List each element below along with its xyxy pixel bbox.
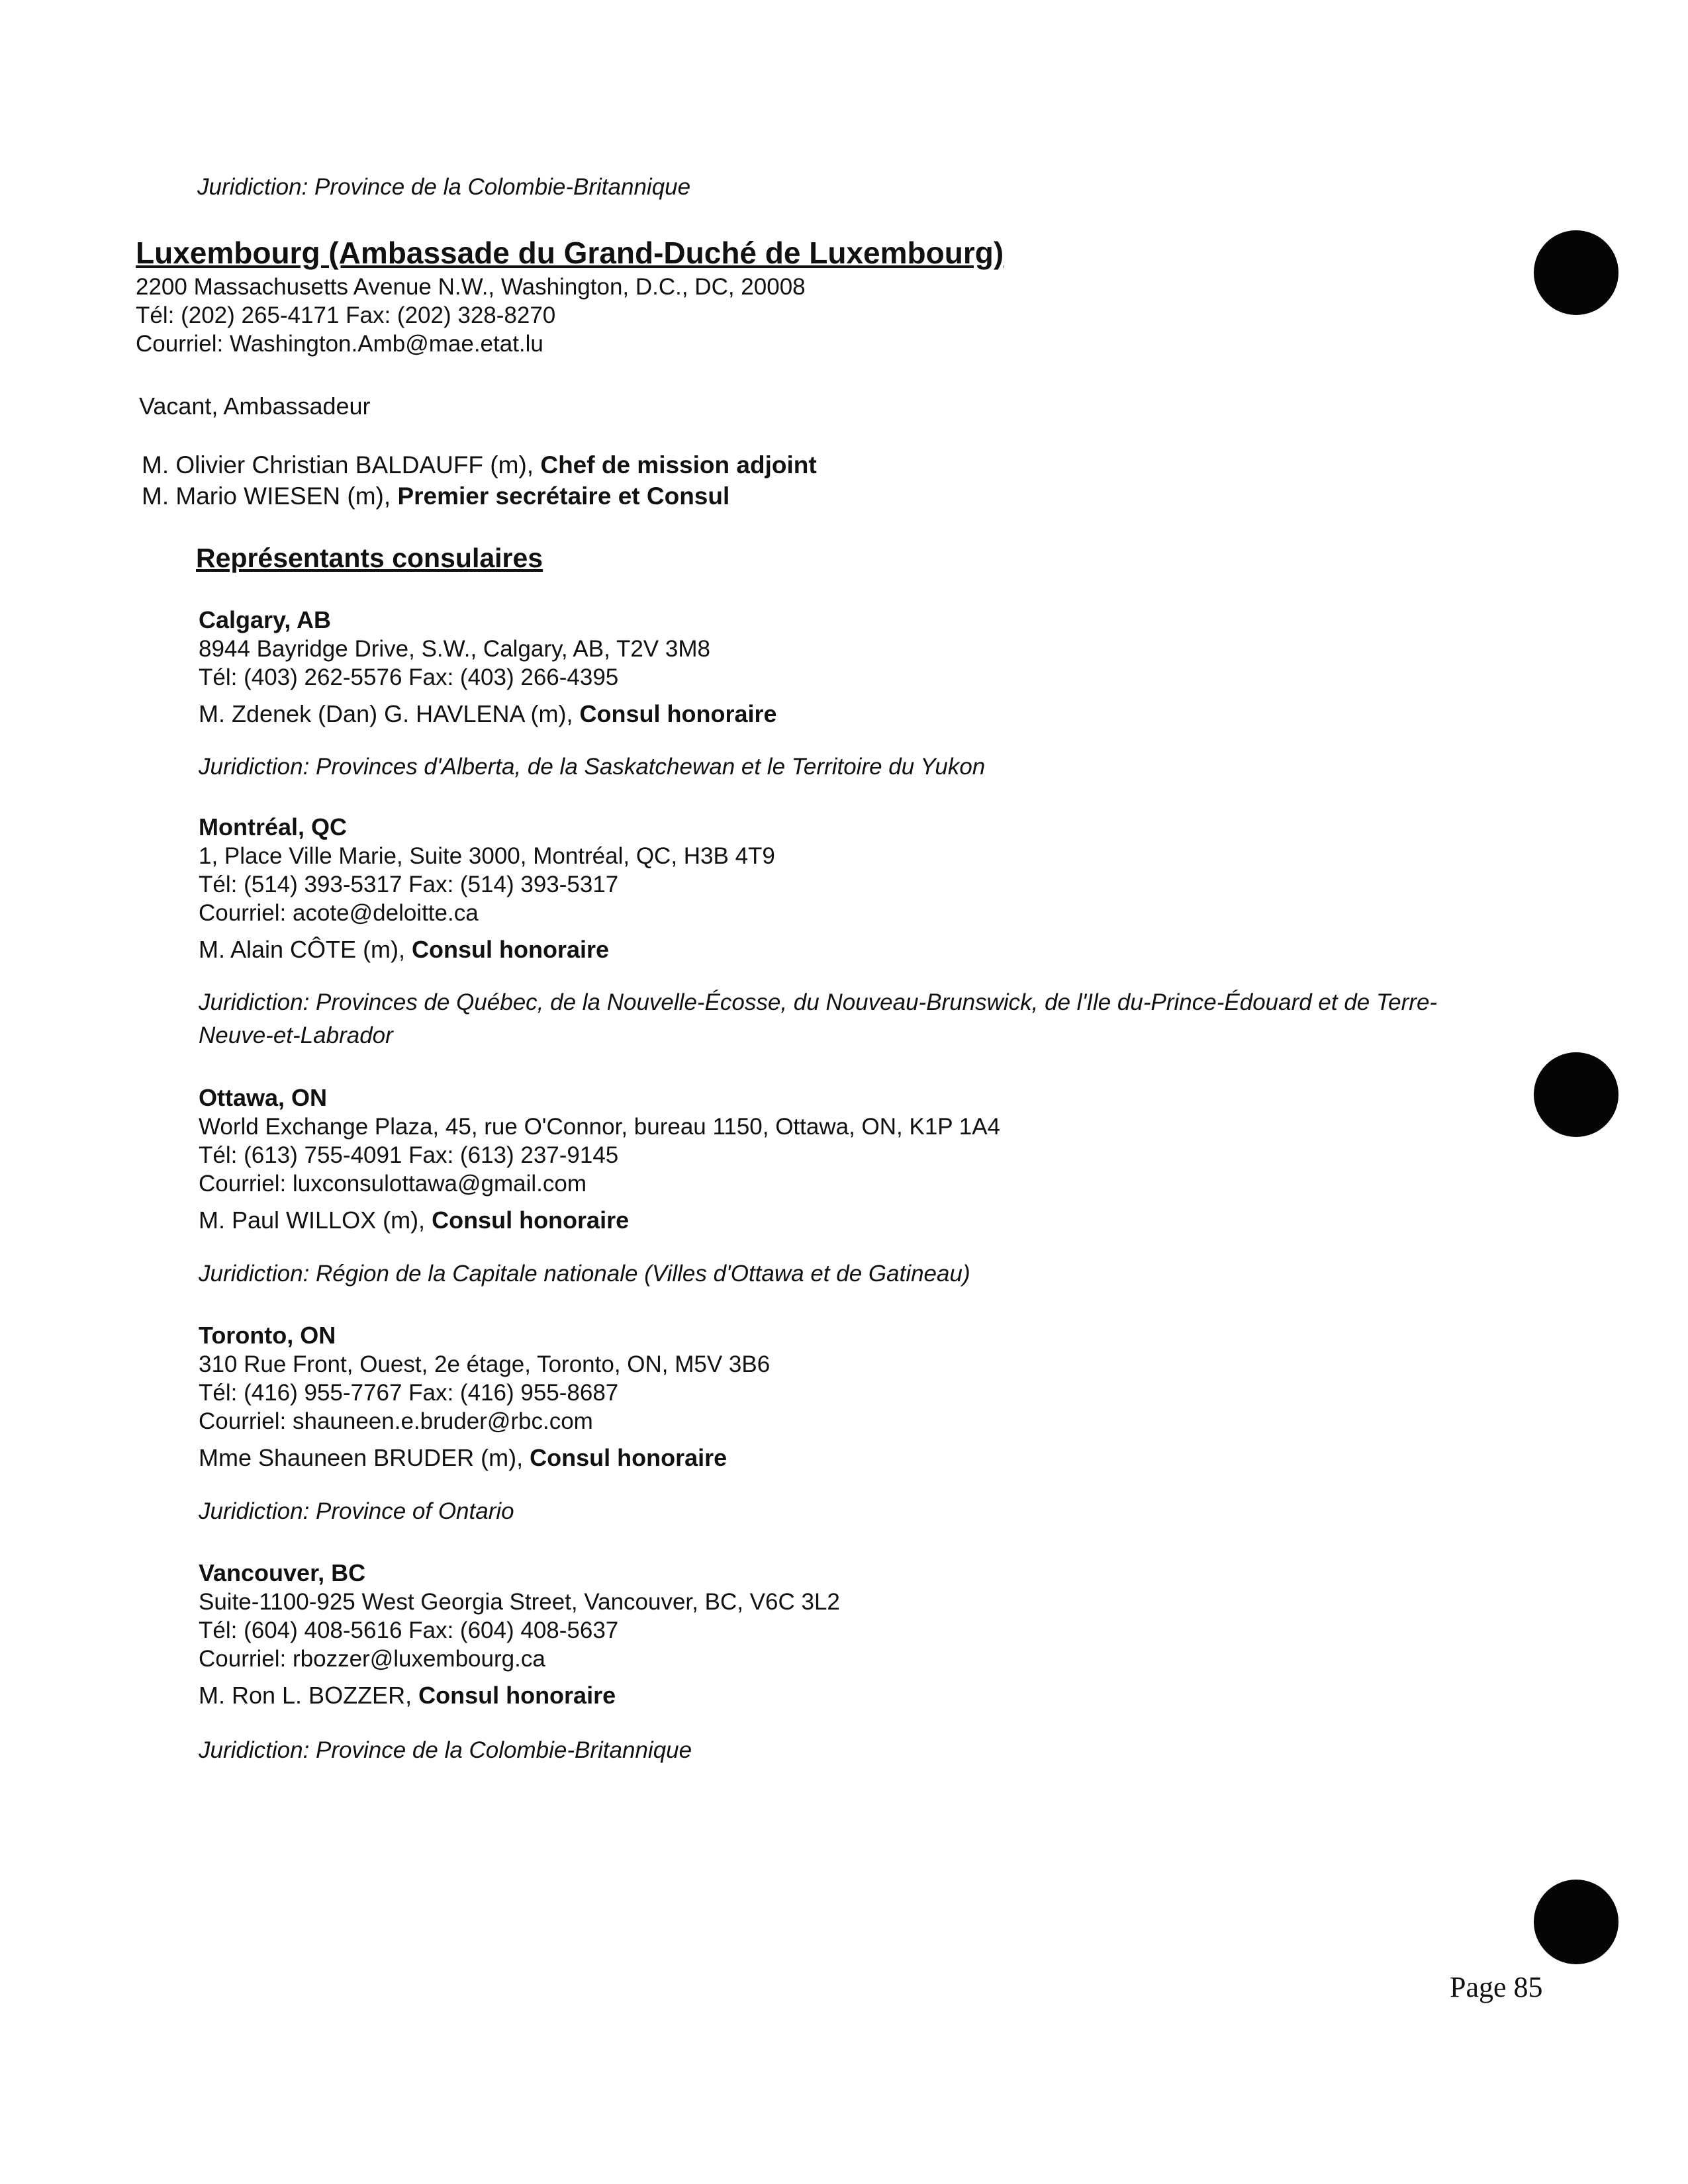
person-name: M. Alain CÔTE (m),: [199, 936, 406, 963]
office-address: 8944 Bayridge Drive, S.W., Calgary, AB, T2V 3M8: [199, 636, 710, 662]
office-phone: Tél: (613) 755-4091 Fax: (613) 237-9145: [199, 1142, 619, 1168]
punch-hole: [1534, 230, 1618, 315]
staff-title: Premier secrétaire et Consul: [397, 482, 730, 510]
office-city: Vancouver, BC: [199, 1559, 366, 1586]
person-title: Consul honoraire: [412, 936, 610, 963]
consular-office: [199, 1321, 1523, 1473]
consular-office: [199, 813, 1523, 964]
punch-hole: [1534, 1052, 1618, 1137]
person-name: M. Ron L. BOZZER,: [199, 1682, 412, 1709]
embassy-title: Luxembourg (Ambassade du Grand-Duché de Luxembourg): [136, 236, 1004, 270]
office-email: Courriel: luxconsulottawa@gmail.com: [199, 1171, 587, 1197]
office-jurisdiction: Juridiction: Provinces d'Alberta, de la Saskatchewan et le Territoire du Yukon: [199, 754, 986, 780]
office-city: Montréal, QC: [199, 813, 348, 841]
office-person: [199, 1443, 1523, 1473]
consular-heading: Représentants consulaires: [196, 543, 543, 573]
staff-member: [142, 481, 729, 512]
office-address: World Exchange Plaza, 45, rue O'Connor, bureau 1150, Ottawa, ON, K1P 1A4: [199, 1114, 1001, 1140]
office-city: Ottawa, ON: [199, 1084, 328, 1111]
office-jurisdiction: Juridiction: Provinces de Québec, de la Nouvelle-Écosse, du Nouveau-Brunswick, de l'Ile du-Prince-Édouard et de Terre-Neuve-et-Labrador: [199, 989, 1438, 1048]
office-jurisdiction: Juridiction: Province de la Colombie-Britannique: [199, 1737, 692, 1763]
embassy-address: 2200 Massachusetts Avenue N.W., Washington, D.C., DC, 20008: [136, 274, 806, 300]
person-name: Mme Shauneen BRUDER (m),: [199, 1444, 524, 1471]
office-address: 1, Place Ville Marie, Suite 3000, Montréal, QC, H3B 4T9: [199, 843, 775, 869]
consular-office: [199, 1559, 1523, 1710]
person-name: M. Zdenek (Dan) G. HAVLENA (m),: [199, 700, 573, 727]
office-city: Toronto, ON: [199, 1322, 336, 1349]
top-jurisdiction: Juridiction: Province de la Colombie-Britannique: [197, 174, 691, 200]
staff-title: Chef de mission adjoint: [540, 451, 817, 478]
office-phone: Tél: (604) 408-5616 Fax: (604) 408-5637: [199, 1617, 619, 1643]
staff-name: M. Olivier Christian BALDAUFF (m),: [142, 451, 534, 478]
office-person: [199, 700, 1523, 729]
office-email: Courriel: shauneen.e.bruder@rbc.com: [199, 1408, 593, 1434]
office-city: Calgary, AB: [199, 606, 332, 633]
office-phone: Tél: (514) 393-5317 Fax: (514) 393-5317: [199, 872, 619, 897]
office-phone: Tél: (416) 955-7767 Fax: (416) 955-8687: [199, 1380, 619, 1406]
office-email: Courriel: rbozzer@luxembourg.ca: [199, 1646, 545, 1672]
staff-name: M. Mario WIESEN (m),: [142, 482, 391, 510]
person-title: Consul honoraire: [530, 1444, 727, 1471]
office-phone: Tél: (403) 262-5576 Fax: (403) 266-4395: [199, 664, 619, 690]
person-title: Consul honoraire: [579, 700, 777, 727]
embassy-ambassador: Vacant, Ambassadeur: [139, 392, 371, 420]
office-person: [199, 1681, 1523, 1710]
staff-member: [142, 450, 817, 480]
office-jurisdiction: Juridiction: Région de la Capitale nationale (Villes d'Ottawa et de Gatineau): [199, 1261, 970, 1287]
office-jurisdiction: Juridiction: Province of Ontario: [199, 1498, 514, 1524]
consular-office: [199, 1083, 1523, 1235]
office-person: [199, 1206, 1523, 1235]
person-title: Consul honoraire: [432, 1206, 630, 1234]
office-address: 310 Rue Front, Ouest, 2e étage, Toronto, ON, M5V 3B6: [199, 1351, 771, 1377]
embassy-email: Courriel: Washington.Amb@mae.etat.lu: [136, 331, 543, 357]
embassy-phone: Tél: (202) 265-4171 Fax: (202) 328-8270: [136, 302, 556, 328]
page-number: Page 85: [1450, 1971, 1543, 2003]
consular-office: [199, 606, 1523, 729]
office-person: [199, 935, 1523, 964]
office-address: Suite-1100-925 West Georgia Street, Vancouver, BC, V6C 3L2: [199, 1589, 840, 1615]
person-name: M. Paul WILLOX (m),: [199, 1206, 426, 1234]
punch-hole: [1534, 1880, 1618, 1964]
office-email: Courriel: acote@deloitte.ca: [199, 900, 479, 926]
person-title: Consul honoraire: [418, 1682, 616, 1709]
